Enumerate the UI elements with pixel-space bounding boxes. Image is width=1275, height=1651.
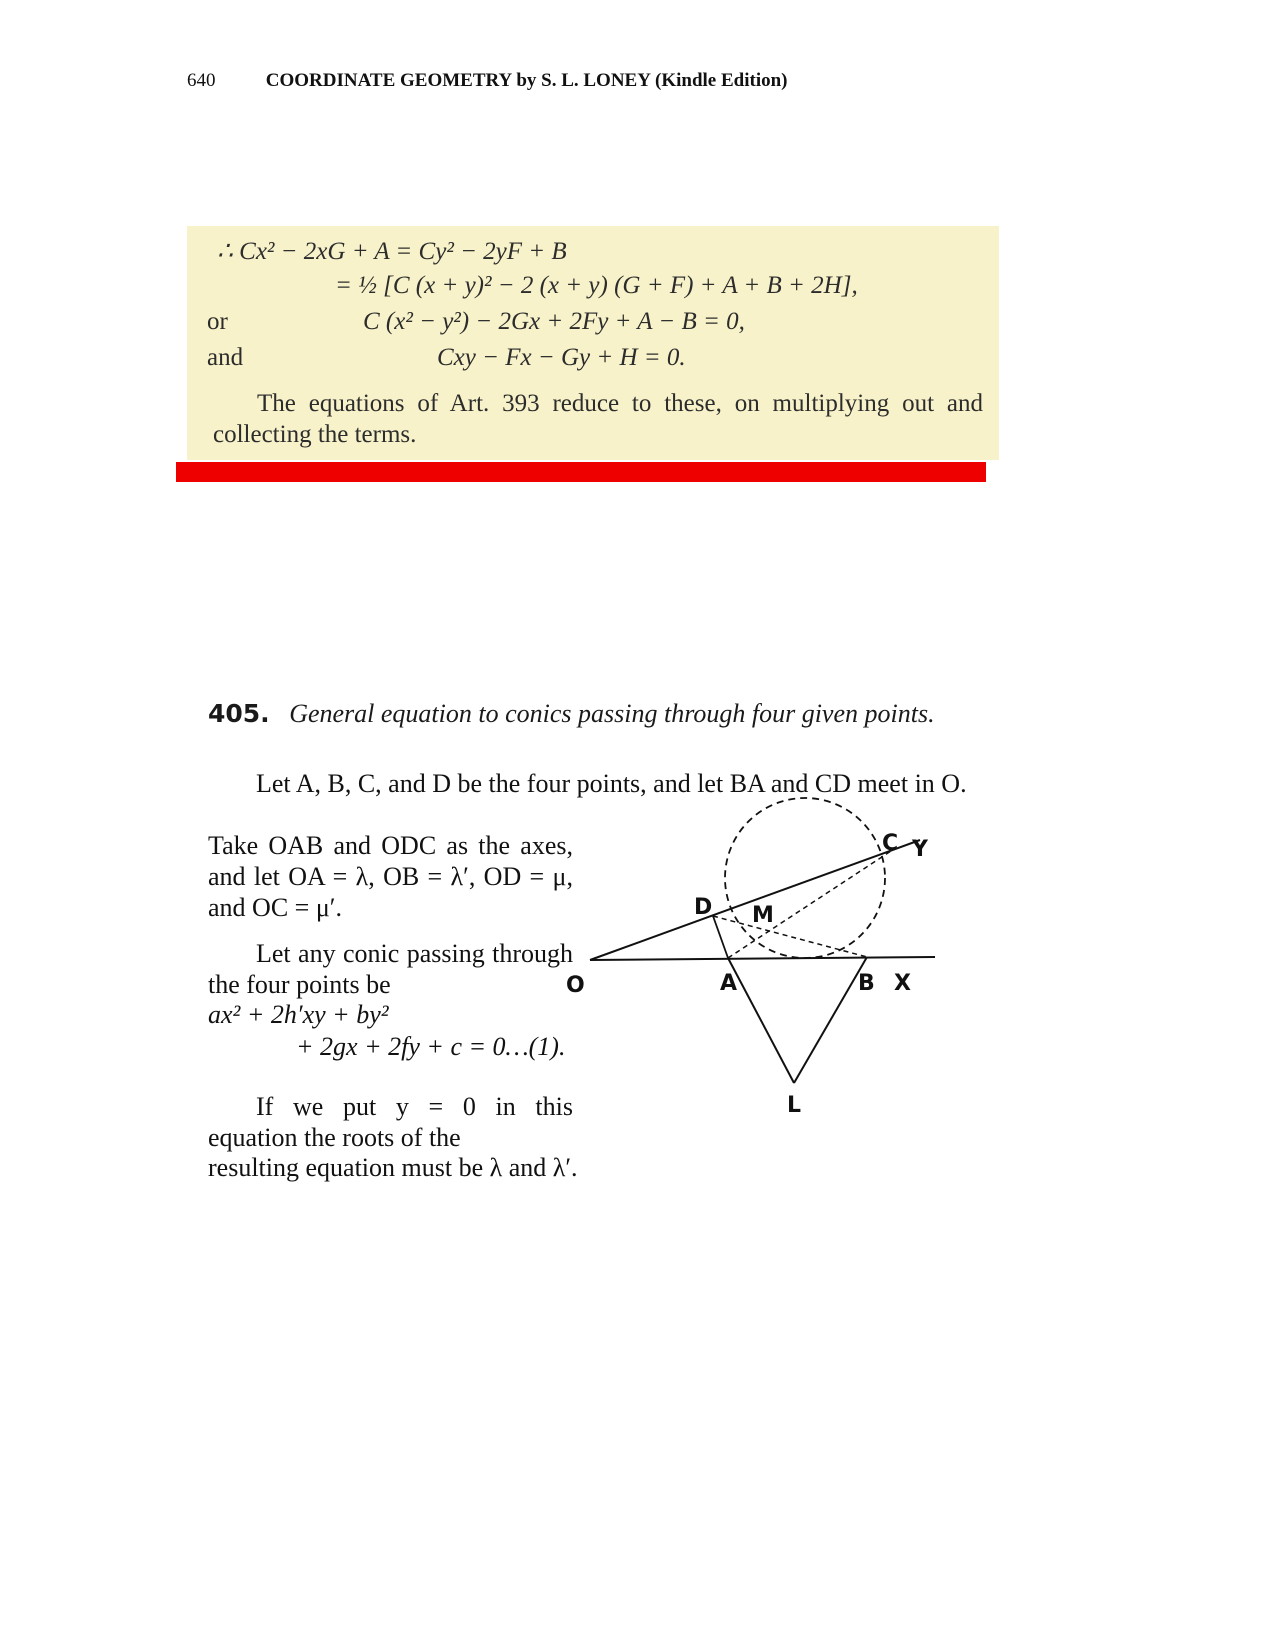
- line-da: [713, 916, 728, 958]
- label-d: D: [694, 895, 713, 920]
- scanned-excerpt: [187, 226, 999, 460]
- paragraph-2: Let any conic passing through the four points be: [208, 939, 573, 999]
- page-title: COORDINATE GEOMETRY by S. L. LONEY (Kindle Edition): [265, 70, 788, 91]
- conic-through-four-points: [725, 798, 885, 958]
- label-o: O: [566, 973, 585, 998]
- article-number: 405.: [208, 699, 270, 728]
- red-highlight-bar: [176, 462, 986, 482]
- equation-line-2: = ½ [C (x + y)² − 2 (x + y) (G + F) + A + B + 2H],: [335, 272, 858, 299]
- line-ox: [590, 957, 935, 960]
- line-bl: [794, 957, 867, 1083]
- equation-part-1: ax² + 2h′xy + by²: [208, 1000, 389, 1029]
- article-heading: [208, 698, 985, 729]
- label-a: A: [720, 971, 738, 996]
- page-header: [187, 70, 788, 92]
- paragraph-1: Let A, B, C, and D be the four points, and let BA and CD meet in O.: [256, 769, 967, 798]
- equation-line-4: Cxy − Fx − Gy + H = 0.: [437, 344, 686, 371]
- label-x: X: [894, 971, 911, 996]
- conic-figure: [566, 820, 970, 1120]
- equation-part-2: + 2gx + 2fy + c = 0…(1).: [296, 1032, 566, 1061]
- connector-or: or: [207, 308, 228, 335]
- line-db: [713, 916, 867, 957]
- label-c: C: [882, 831, 899, 856]
- excerpt-paragraph: The equations of Art. 393 reduce to these, on multiplying out and collecting the terms.: [213, 390, 983, 448]
- paragraph-3-end: resulting equation must be λ and λ′.: [208, 1153, 578, 1182]
- line-al: [728, 958, 794, 1083]
- paragraph-3: If we put y = 0 in this equation the roots of the: [208, 1092, 573, 1152]
- line-oy: [590, 840, 920, 960]
- label-l: L: [787, 1093, 802, 1118]
- label-b: B: [858, 971, 875, 996]
- page-number: 640: [187, 70, 216, 91]
- equation-line-3: C (x² − y²) − 2Gx + 2Fy + A − B = 0,: [363, 308, 745, 335]
- paragraph-1-tail: Take OAB and ODC as the axes, and let OA = λ, OB = λ′, OD = μ, and OC = μ′.: [208, 831, 573, 922]
- article-title: General equation to conics passing through four given points.: [289, 699, 935, 728]
- label-y: Y: [912, 837, 928, 862]
- equation-line-1: ∴ Cx² − 2xG + A = Cy² − 2yF + B: [217, 238, 567, 265]
- label-m: M: [752, 903, 774, 928]
- connector-and: and: [207, 344, 244, 371]
